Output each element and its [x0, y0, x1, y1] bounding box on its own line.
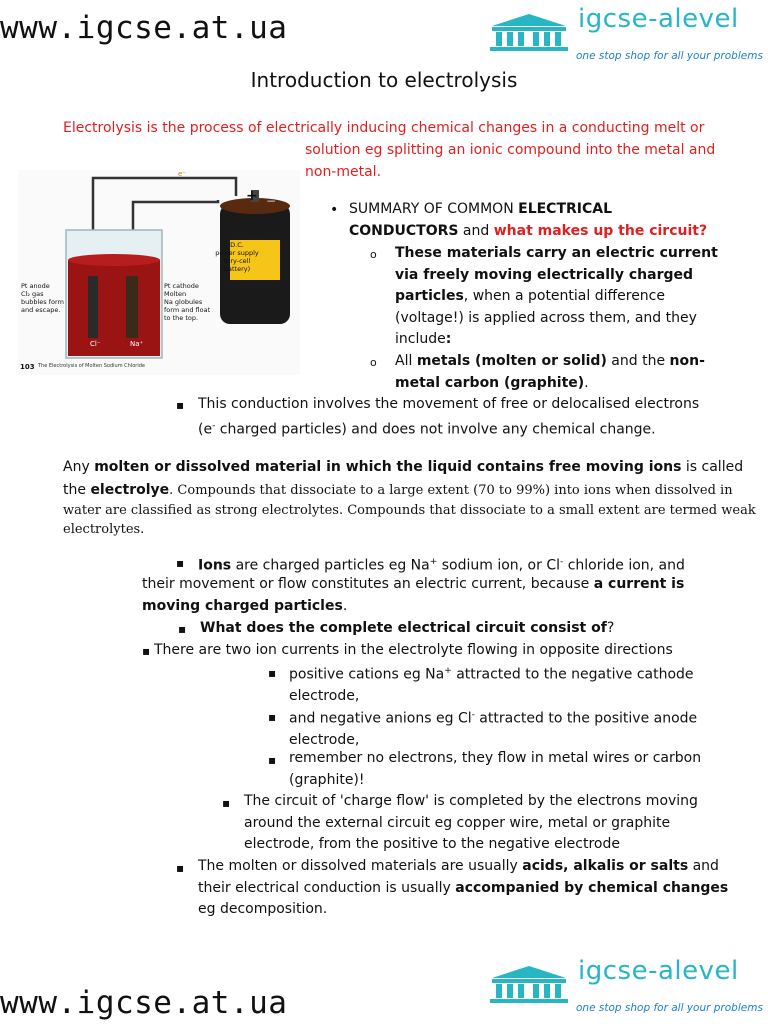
molten-materials-item: The molten or dissolved materials are usually acids, alkalis or salts and their electrical conduction is usually accompanied by chemical changes eg decomposition.: [198, 858, 729, 917]
ions-line-3: moving charged particles.: [142, 598, 348, 614]
brand-logo-header[interactable]: [488, 6, 768, 68]
remember-item: remember no electrons, they flow in metal wires or carbon (graphite)!: [289, 750, 702, 788]
site-url-footer[interactable]: www.igcse.at.ua: [0, 985, 288, 1021]
site-url-header[interactable]: www.igcse.at.ua: [0, 10, 288, 46]
square-bullet: ▪: [176, 556, 185, 570]
square-bullet: ▪: [268, 666, 277, 680]
square-bullet: ▪: [142, 644, 151, 658]
two-ion-currents: There are two ion currents in the electrolyte flowing in opposite directions: [154, 642, 673, 658]
minus-terminal-label: −: [266, 194, 277, 208]
ions-line-1: Ions are charged particles eg Na+ sodium ion, or Cl- chloride ion, and: [198, 557, 685, 574]
sub-bullet-marker-2: o: [370, 356, 377, 369]
dc-supply-label: D.C. power supply (dry-cell battery): [215, 241, 259, 273]
electrolyte-paragraph: Any molten or dissolved material in which the liquid contains free moving ions is called the electrolye. Compounds that dissociate to a large extent (70 to 99%) into ions when dissolved in water are classified as strong electrolytes. Compounds that dissociate to a small extent are termed weak electrolytes.: [63, 459, 756, 537]
square-bullet: ▪: [222, 796, 231, 810]
electron-flow-label: e⁻: [178, 170, 187, 178]
conduction-note: This conduction involves the movement of free or delocalised electrons (e- charged particles) and does not involve any chemical change.: [198, 396, 700, 438]
square-bullet: ▪: [176, 861, 185, 875]
circuit-question: What does the complete electrical circuit consist of?: [200, 620, 615, 636]
intro-line-2: solution eg splitting an ionic compound into the metal and: [305, 142, 716, 158]
cl-ion-label: Cl⁻: [90, 340, 101, 348]
brand-tagline: one stop shop for all your problems: [576, 50, 763, 62]
square-bullet: ▪: [268, 753, 277, 767]
bullet-dot: •: [330, 202, 339, 218]
sub-bullet-marker-1: o: [370, 248, 377, 261]
plus-terminal-label: +: [246, 188, 258, 204]
charge-flow-item: The circuit of 'charge flow' is completed by the electrons moving around the external circuit eg copper wire, metal or graphite electrode, from the positive to the negative electrode: [244, 793, 698, 852]
brand-logo-footer[interactable]: [488, 958, 768, 1020]
building-logo-icon: [488, 964, 570, 1004]
electrolysis-diagram: [18, 170, 300, 375]
square-bullet: ▪: [176, 398, 185, 412]
anions-item: and negative anions eg Cl- attracted to the positive anode electrode,: [289, 710, 698, 749]
cations-item: positive cations eg Na+ attracted to the negative cathode electrode,: [289, 666, 694, 705]
square-bullet: ▪: [268, 710, 277, 724]
brand-name: igcse-alevel: [578, 4, 739, 34]
intro-line-1: Electrolysis is the process of electrically inducing chemical changes in a conducting melt or: [63, 120, 705, 136]
conductors-description: These materials carry an electric current via freely moving electrically charged particles, when a potential difference (voltage!) is applied across them, and they include:: [395, 245, 718, 347]
cathode-label: Pt cathode Molten Na globules form and float to the top.: [164, 282, 211, 322]
ions-line-2: their movement or flow constitutes an electric current, because a current is: [142, 576, 685, 592]
na-ion-label: Na⁺: [130, 340, 144, 348]
intro-line-3: non-metal.: [305, 164, 382, 180]
square-bullet: ▪: [178, 622, 187, 636]
brand-tagline: one stop shop for all your problems: [576, 1002, 763, 1014]
brand-name: igcse-alevel: [578, 956, 739, 986]
figure-caption-text: The Electrolysis of Molten Sodium Chloride: [38, 363, 145, 369]
anode-label: Pt anode Cl₂ gas bubbles form and escape.: [21, 282, 64, 314]
summary-heading: SUMMARY OF COMMON ELECTRICAL CONDUCTORS and what makes up the circuit?: [349, 201, 708, 239]
metals-description: All metals (molten or solid) and the non- metal carbon (graphite).: [395, 353, 705, 391]
page-title: Introduction to electrolysis: [250, 68, 518, 92]
building-logo-icon: [488, 12, 570, 52]
figure-caption-number: 103: [20, 363, 35, 371]
